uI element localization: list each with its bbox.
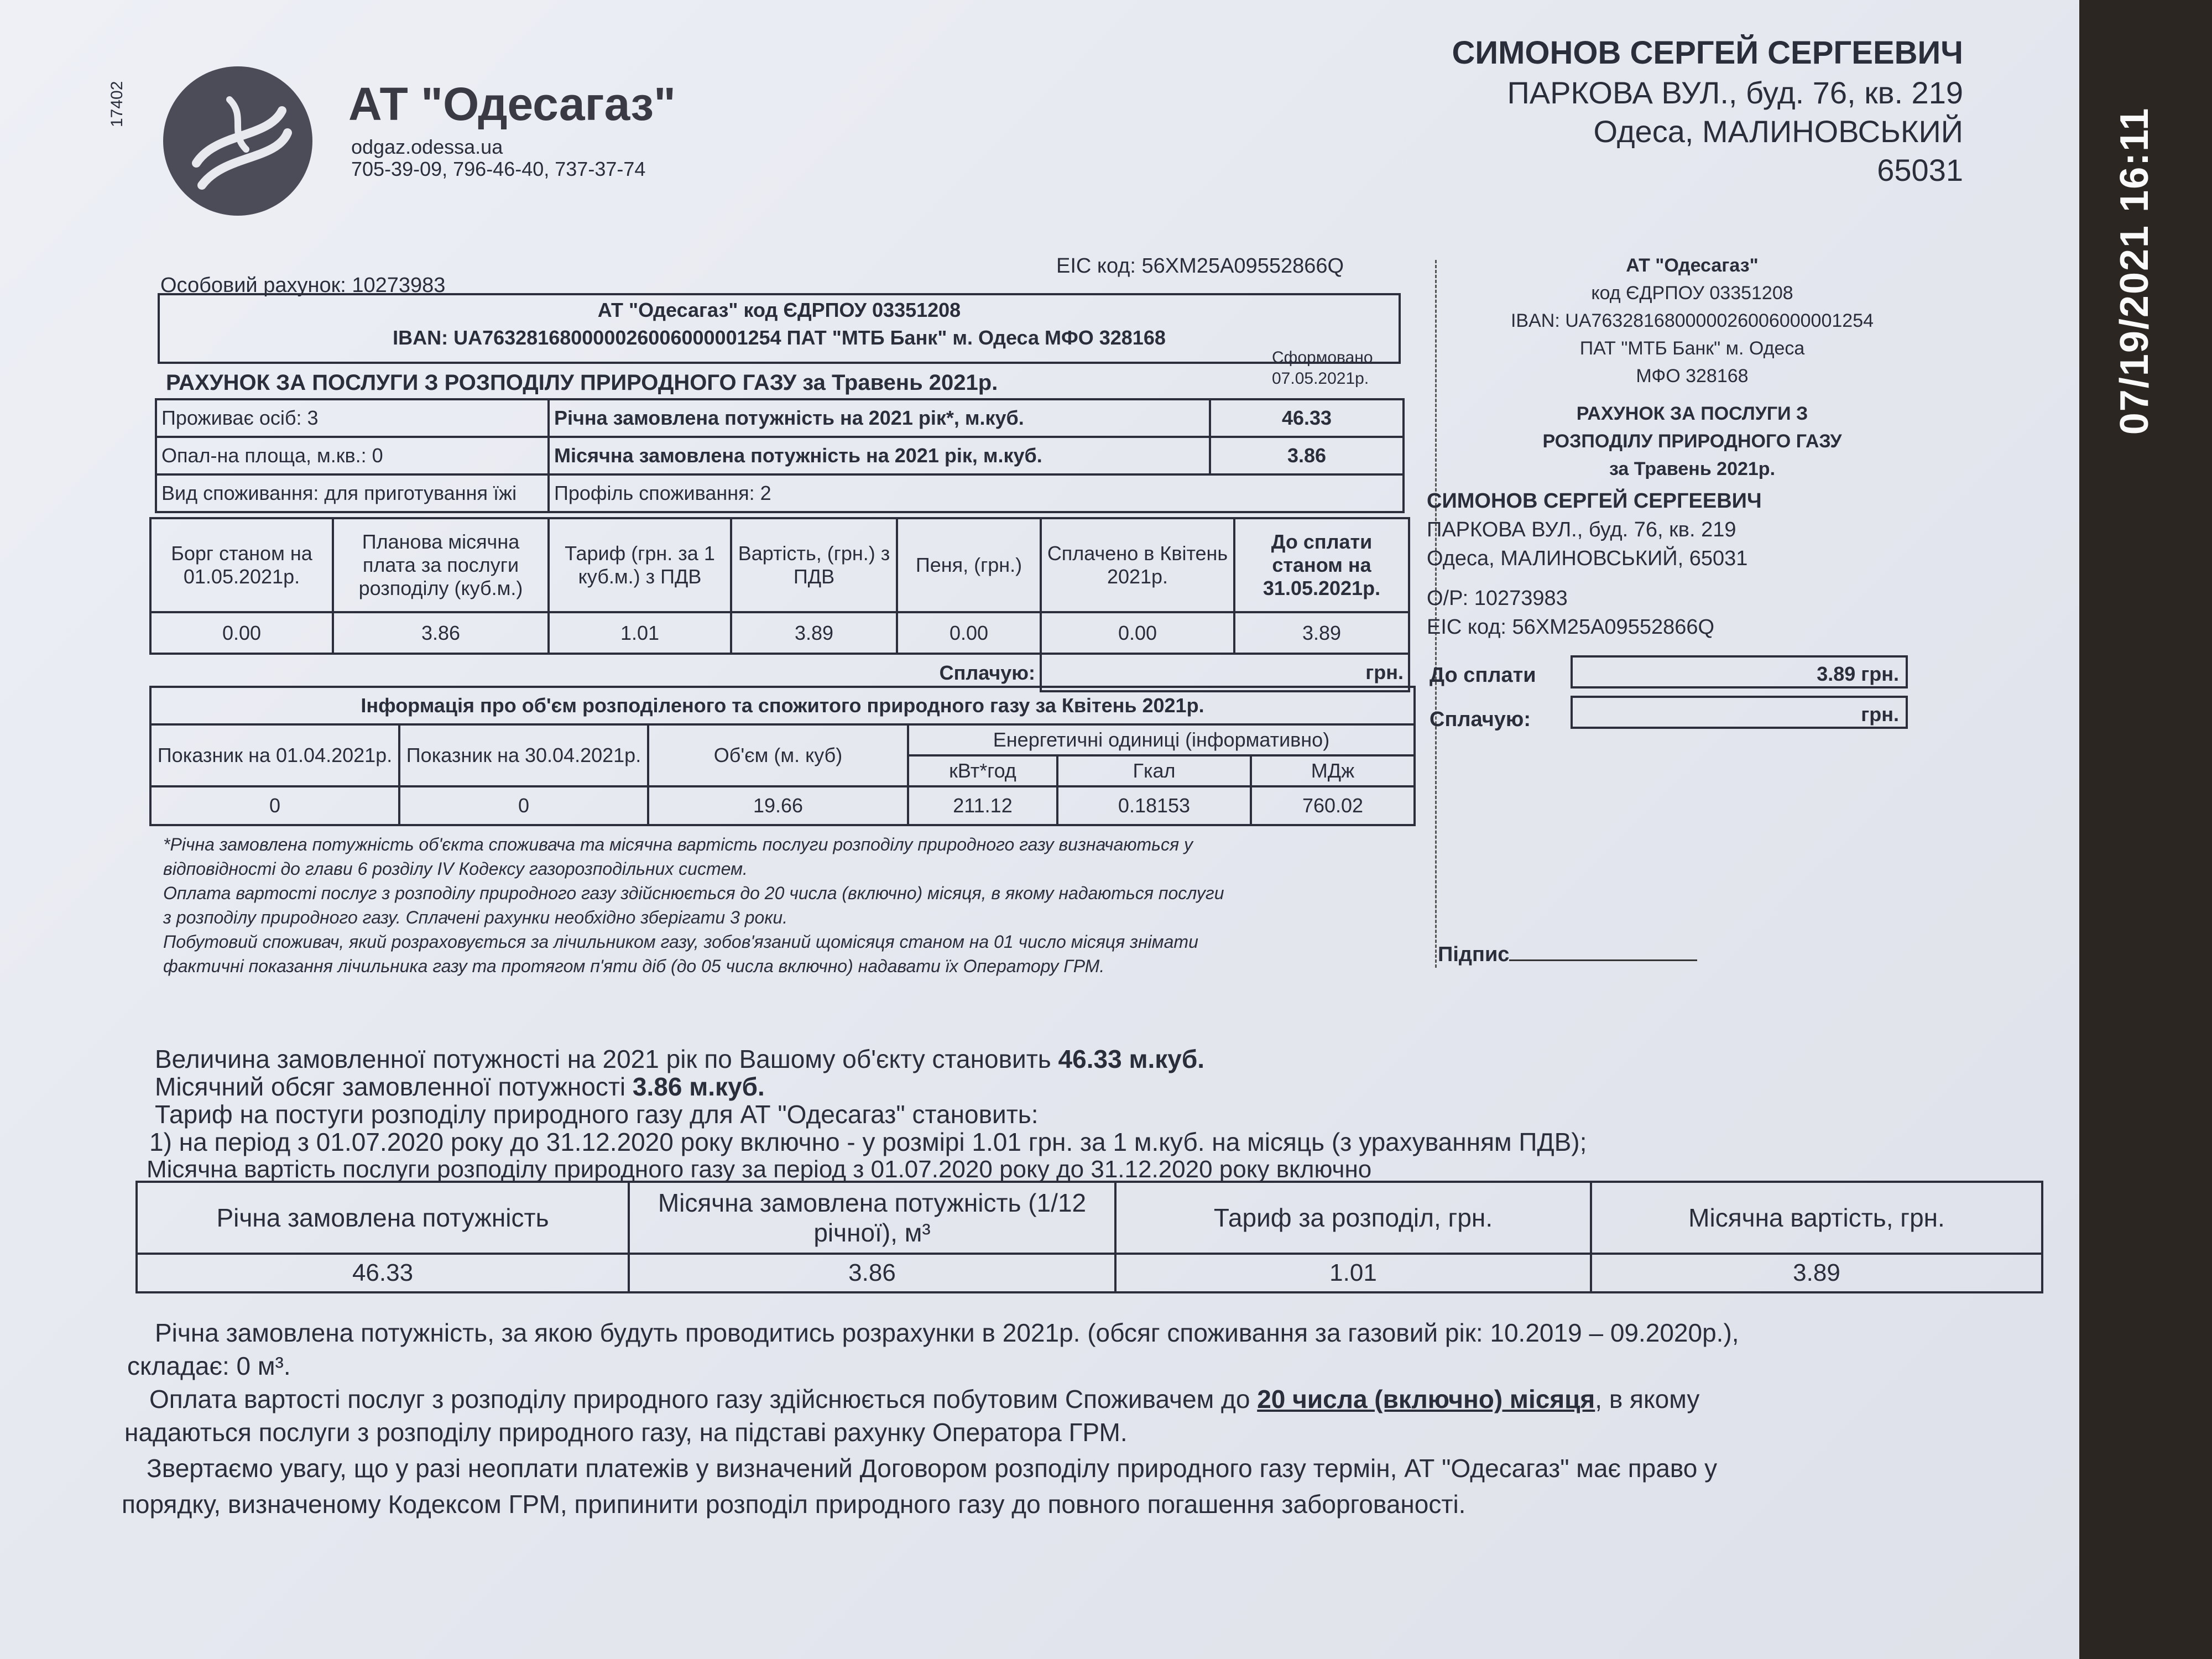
timestamp-text: 07/19/2021 16:11 — [2112, 107, 2157, 435]
consumption-type: Вид споживання: для приготування їжі — [156, 474, 549, 512]
charges-value: 0.00 — [897, 612, 1041, 654]
company-logo-icon — [163, 66, 312, 216]
formed-label: Сформовано — [1272, 348, 1373, 367]
volume-header-volume: Об'єм (м. куб) — [648, 724, 908, 786]
volume-header-end: Показник на 30.04.2021р. — [399, 724, 648, 786]
charges-value: 0.00 — [150, 612, 333, 654]
stub-bank: ПАТ "МТБ Банк" м. Одеса — [1579, 338, 1805, 359]
addressee-name: СИМОНОВ СЕРГЕЙ СЕРГЕЕВИЧ — [1452, 35, 1963, 71]
charges-header: Вартість, (грн.) з ПДВ — [731, 518, 897, 612]
stub-address-block — [1427, 487, 1762, 641]
volume-value: 0.18153 — [1057, 786, 1251, 825]
stub-iban: IBAN: UA763281680000026006000001254 — [1510, 310, 1874, 331]
info-paragraph-3b: порядку, визначеному Кодексом ГРМ, припинити розподіл природного газу до повного погашення заборгованості. — [122, 1490, 1466, 1519]
charges-value: 3.89 — [1234, 612, 1409, 654]
info-paragraph-2-text: Оплата вартості послуг з розподілу природного газу здійснюється побутовим Споживачем до — [149, 1385, 1258, 1413]
tariff-value: 46.33 — [137, 1254, 629, 1292]
signature-label: Підпис — [1438, 943, 1510, 966]
info-paragraph-2-end: , в якому — [1595, 1385, 1700, 1413]
serial-number: 17402 — [108, 81, 126, 127]
volume-value: 0 — [150, 786, 399, 825]
annual-capacity-value: 46.33 — [1210, 399, 1404, 437]
stub-paid-field[interactable]: грн. — [1571, 696, 1908, 729]
stub-title-3: за Травень 2021р. — [1609, 458, 1776, 479]
tariff-header: Тариф за розподіл, грн. — [1115, 1182, 1591, 1254]
stub-title-2: РОЗПОДІЛУ ПРИРОДНОГО ГАЗУ — [1542, 431, 1842, 452]
tariff-table — [135, 1181, 2043, 1293]
volume-header-mj: МДж — [1251, 755, 1415, 786]
tariff-value: 3.86 — [629, 1254, 1115, 1292]
summary-table — [155, 398, 1405, 513]
volume-header-energy: Енергетичні одиниці (інформативно) — [908, 724, 1415, 755]
charges-header: До сплати станом на 31.05.2021р. — [1234, 518, 1409, 612]
info-capacity-text: Величина замовленної потужності на 2021 рік по Вашому об'єкту становить — [155, 1045, 1058, 1073]
charges-header: Планова місячна плата за послуги розподілу (куб.м.) — [333, 518, 549, 612]
volume-table — [149, 686, 1416, 826]
tariff-header: Місячна вартість, грн. — [1591, 1182, 2042, 1254]
bank-details-box — [158, 293, 1401, 364]
stub-paid-label: Сплачую: — [1430, 708, 1531, 731]
note-line: Побутовий споживач, який розраховується за лічильником газу, зобов'язаний щомісяця станом на 01 число місяця знімати — [163, 932, 1198, 952]
stub-due-label: До сплати — [1430, 664, 1536, 687]
info-paragraph-2-deadline: 20 числа (включно) місяця — [1257, 1385, 1595, 1413]
stub-company: АТ "Одесагаз" — [1626, 255, 1759, 276]
paid-amount-field[interactable]: грн. — [1041, 654, 1409, 691]
volume-value: 0 — [399, 786, 648, 825]
volume-header-kwh: кВт*год — [908, 755, 1057, 786]
info-paragraph-3: Звертаємо увагу, що у разі неоплати платежів у визначений Договором розподілу природного газу термін, АТ "Одесагаз" має право у — [147, 1454, 1718, 1483]
info-line-4: 1) на період з 01.07.2020 року до 31.12.2020 року включно - у розмірі 1.01 грн. за 1 м.куб. на місяць (з урахуванням ПДВ); — [149, 1128, 1587, 1156]
info-line-3: Тариф на постуги розподілу природного газу для АТ "Одесагаз" становить: — [155, 1100, 1039, 1129]
signature-line[interactable] — [1509, 959, 1697, 961]
stub-mfo: МФО 328168 — [1636, 366, 1749, 387]
volume-value: 19.66 — [648, 786, 908, 825]
info-paragraph-1b: складає: 0 м³. — [127, 1352, 291, 1380]
photo-timestamp — [2090, 72, 2179, 470]
volume-value: 211.12 — [908, 786, 1057, 825]
volume-header-gcal: Гкал — [1057, 755, 1251, 786]
info-capacity-value: 46.33 м.куб. — [1058, 1045, 1205, 1073]
note-line: фактичні показання лічильника газу та протягом п'яти діб (до 05 числа включно) надавати їх Оператору ГРМ. — [163, 956, 1105, 976]
signature-area — [1438, 943, 1697, 967]
addressee-zip: 65031 — [1877, 153, 1963, 187]
account-number: Особовий рахунок: 10273983 — [160, 274, 446, 297]
stub-code: код ЄДРПОУ 03351208 — [1591, 283, 1793, 304]
monthly-capacity-value: 3.86 — [1210, 437, 1404, 474]
info-monthly-text: Місячний обсяг замовленної потужності — [155, 1072, 633, 1101]
volume-header-start: Показник на 01.04.2021р. — [150, 724, 399, 786]
stub-eic: EIC код: 56XM25A09552866Q — [1427, 615, 1715, 639]
addressee-city: Одеса, МАЛИНОВСЬКИЙ — [1593, 114, 1963, 149]
charges-header: Борг станом на 01.05.2021р. — [150, 518, 333, 612]
stub-op: О/Р: 10273983 — [1427, 587, 1568, 610]
stub-title-1: РАХУНОК ЗА ПОСЛУГИ З — [1576, 403, 1808, 424]
volume-value: 760.02 — [1251, 786, 1415, 825]
charges-value: 1.01 — [549, 612, 731, 654]
heated-area: Опал-на площа, м.кв.: 0 — [156, 437, 549, 474]
volume-title: Інформація про об'єм розподіленого та спожитого природного газу за Квітень 2021р. — [150, 687, 1415, 724]
info-line-5: Місячна вартість послуги розподілу природного газу за період з 01.07.2020 року до 31.12.2020 року включно — [147, 1156, 1372, 1183]
charges-header: Тариф (грн. за 1 куб.м.) з ПДВ — [549, 518, 731, 612]
addressee-street: ПАРКОВА ВУЛ., буд. 76, кв. 219 — [1507, 75, 1963, 110]
note-line: Оплата вартості послуг з розподілу природного газу здійснюється до 20 числа (включно) місяця, в якому надаються послуги — [163, 883, 1224, 903]
company-site: odgaz.odessa.ua — [351, 135, 503, 158]
charges-value: 0.00 — [1041, 612, 1234, 654]
info-paragraph-2 — [149, 1383, 1699, 1416]
charges-table — [149, 517, 1410, 692]
annual-capacity-label: Річна замовлена потужність на 2021 рік*, м.куб. — [549, 399, 1210, 437]
bill-notes — [163, 832, 1224, 978]
bank-line-2: IBAN: UA763281680000026006000001254 ПАТ "МТБ Банк" м. Одеса МФО 328168 — [393, 326, 1166, 349]
bill-title: РАХУНОК ЗА ПОСЛУГИ З РОЗПОДІЛУ ПРИРОДНОГО ГАЗУ за Травень 2021р. — [166, 371, 998, 395]
monthly-capacity-label: Місячна замовлена потужність на 2021 рік, м.куб. — [549, 437, 1210, 474]
info-monthly-value: 3.86 м.куб. — [632, 1072, 765, 1101]
tariff-header: Річна замовлена потужність — [137, 1182, 629, 1254]
info-paragraph-2b: надаються послуги з розподілу природного газу, на підставі рахунку Оператора ГРМ. — [124, 1418, 1128, 1447]
tariff-value: 1.01 — [1115, 1254, 1591, 1292]
stub-due-value: 3.89 грн. — [1571, 655, 1908, 688]
tariff-value: 3.89 — [1591, 1254, 2042, 1292]
eic-code: EIC код: 56XM25A09552866Q — [1056, 254, 1344, 278]
bank-line-1: АТ "Одесагаз" код ЄДРПОУ 03351208 — [597, 299, 961, 321]
info-paragraph-1: Річна замовлена потужність, за якою будуть проводитись розрахунки в 2021р. (обсяг споживання за газовий рік: 10.2019 – 09.2020р.), — [155, 1318, 1739, 1347]
formed-date: 07.05.2021р. — [1272, 369, 1369, 388]
consumption-profile: Профіль споживання: 2 — [549, 474, 1404, 512]
stub-bank-block — [1438, 252, 1947, 483]
paid-label: Сплачую: — [150, 654, 1041, 691]
charges-header: Сплачено в Квітень 2021р. — [1041, 518, 1234, 612]
note-line: з розподілу природного газу. Сплачені рахунки необхідно зберігати 3 роки. — [163, 907, 788, 927]
residents: Проживає осіб: 3 — [156, 399, 549, 437]
tariff-header: Місячна замовлена потужність (1/12 річної), м³ — [629, 1182, 1115, 1254]
company-name: АТ "Одесагаз" — [348, 78, 676, 130]
note-line: відповідності до глави 6 розділу IV Кодексу газорозподільних систем. — [163, 859, 748, 879]
stub-street: ПАРКОВА ВУЛ., буд. 76, кв. 219 — [1427, 518, 1736, 541]
stub-city: Одеса, МАЛИНОВСЬКИЙ, 65031 — [1427, 547, 1748, 570]
charges-value: 3.89 — [731, 612, 897, 654]
company-phones: 705-39-09, 796-46-40, 737-37-74 — [351, 158, 646, 180]
charges-value: 3.86 — [333, 612, 549, 654]
note-line: *Річна замовлена потужність об'єкта споживача та місячна вартість послуги розподілу природного газу визначаються у — [163, 834, 1193, 854]
charges-header: Пеня, (грн.) — [897, 518, 1041, 612]
stub-name: СИМОНОВ СЕРГЕЙ СЕРГЕЕВИЧ — [1427, 489, 1762, 513]
